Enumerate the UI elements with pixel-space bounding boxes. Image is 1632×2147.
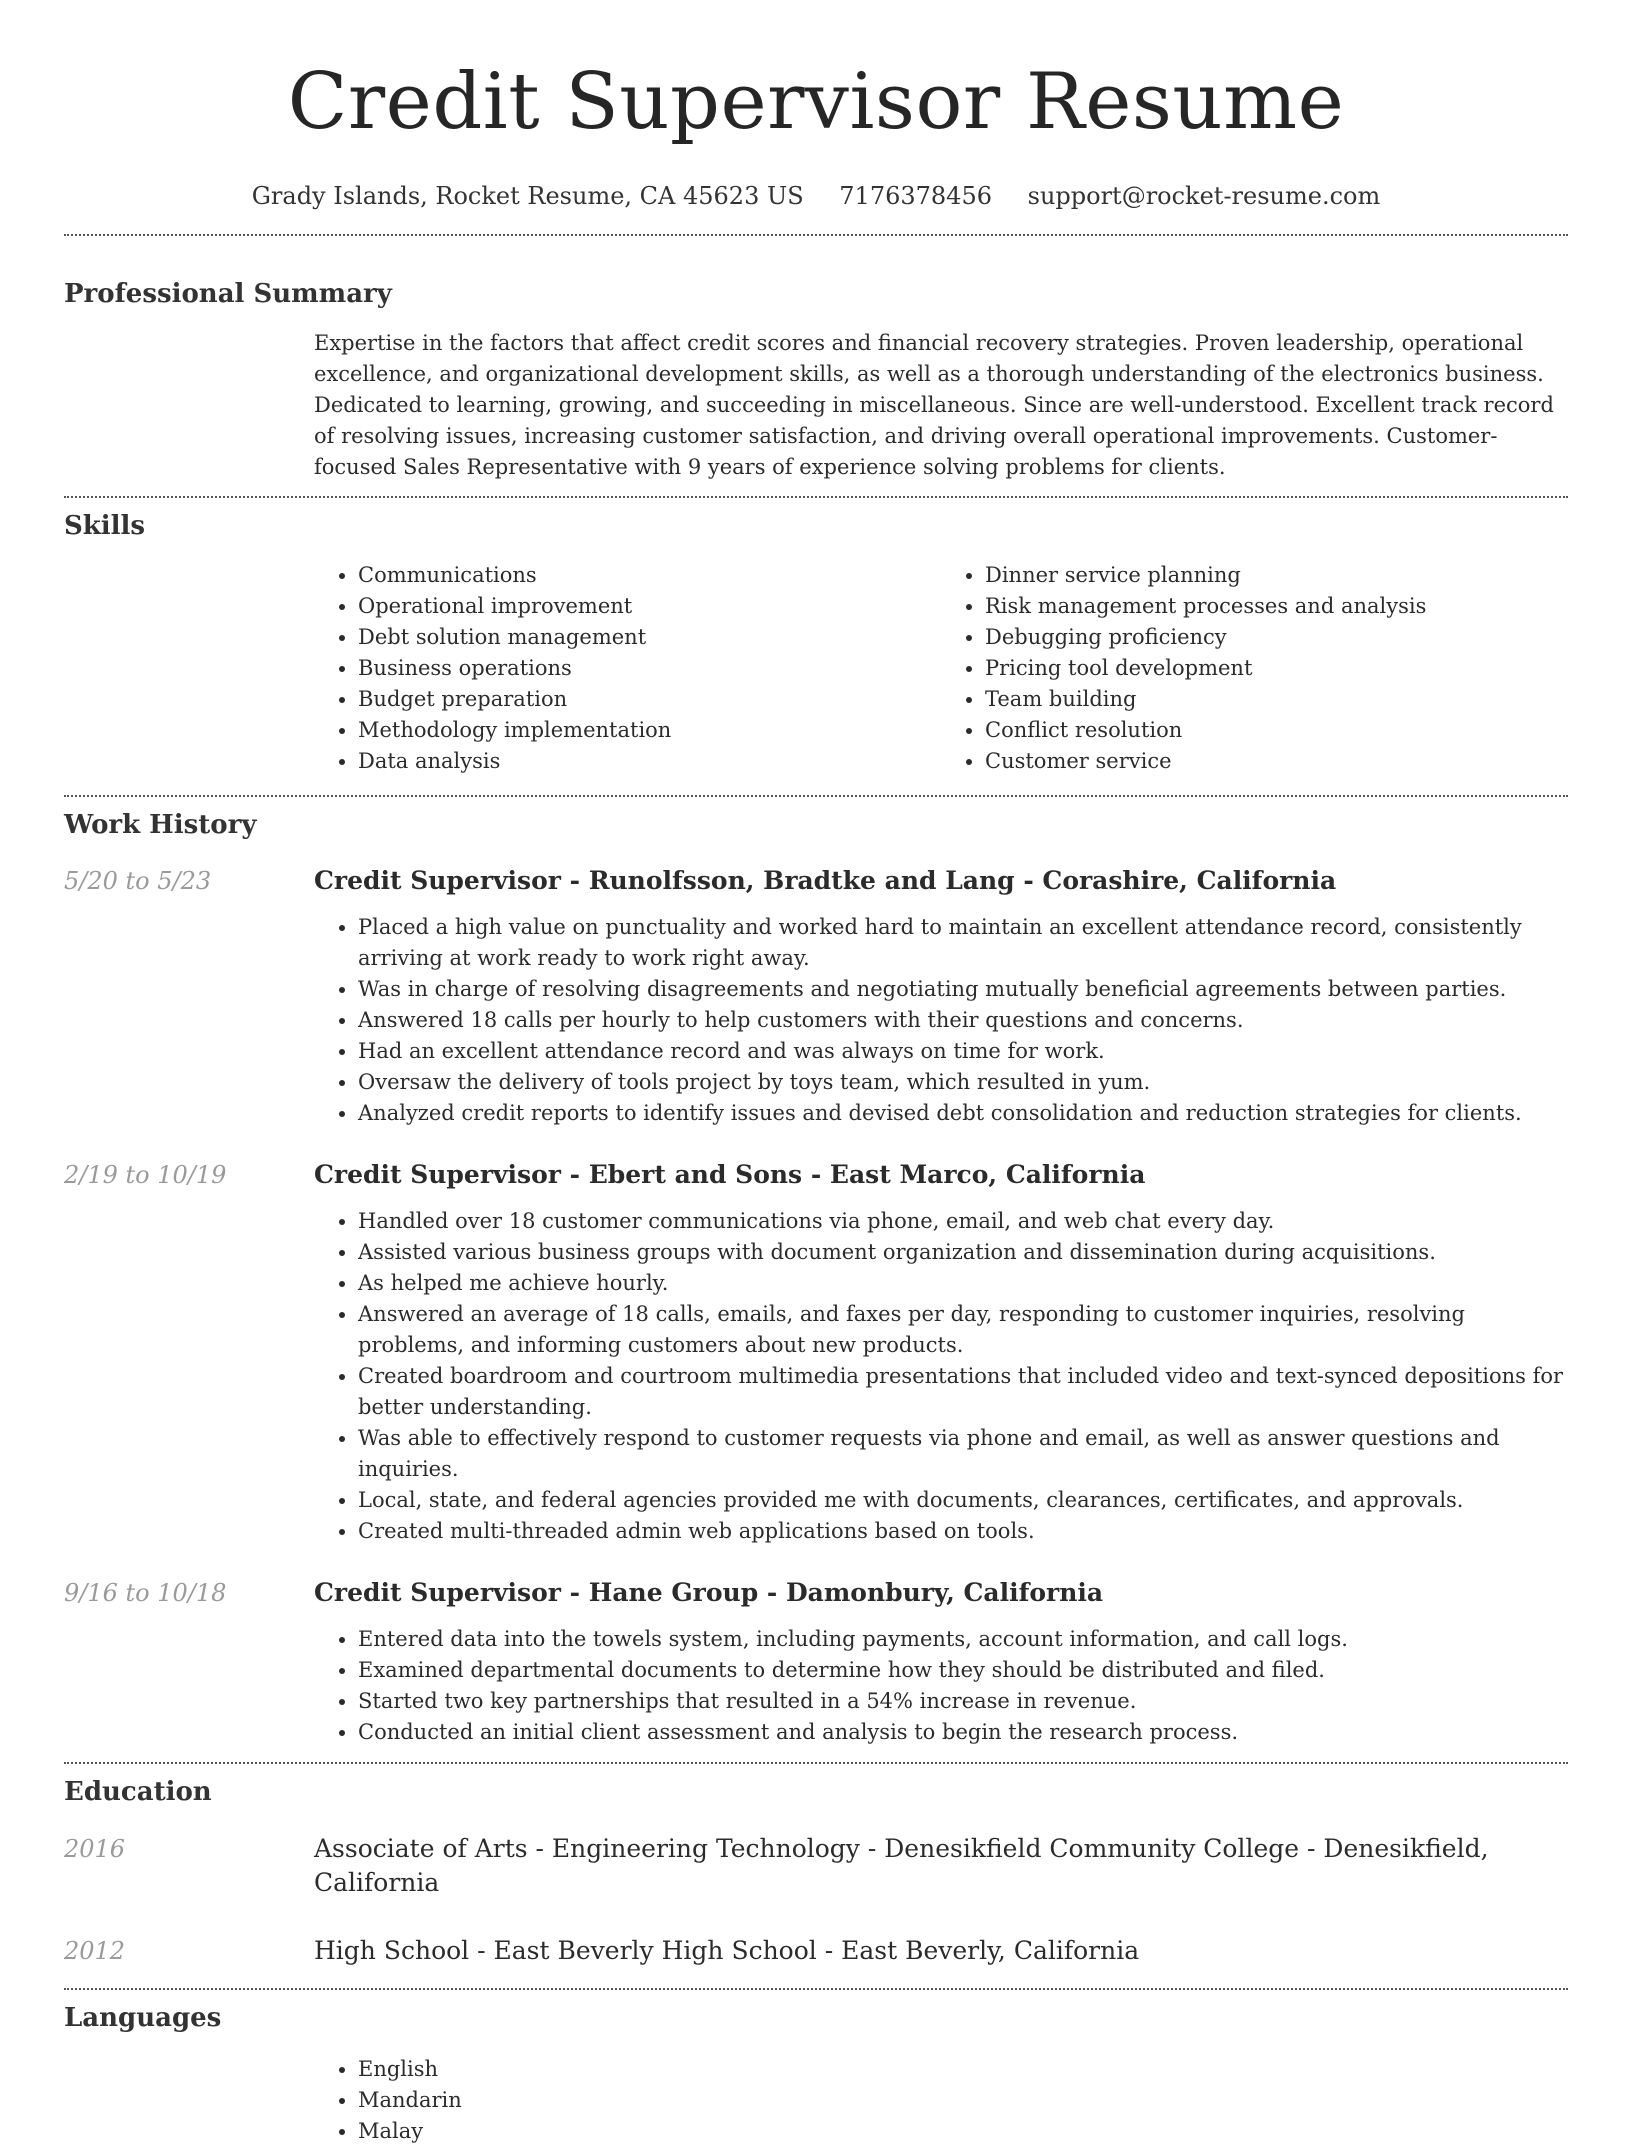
work-heading: Work History xyxy=(64,810,257,840)
job-title: Credit Supervisor - Hane Group - Damonbury, California xyxy=(314,1578,1104,1607)
skill-item: • Operational improvement xyxy=(358,591,941,622)
skill-item: • Customer service xyxy=(985,746,1568,777)
education-entry xyxy=(64,1934,1568,1968)
languages-heading: Languages xyxy=(64,2003,222,2033)
job-bullets xyxy=(314,1624,1568,1748)
skill-item: • Data analysis xyxy=(358,746,941,777)
education-year: 2016 xyxy=(64,1835,126,1863)
skills-section xyxy=(64,508,1568,777)
resume-page xyxy=(64,0,1568,2147)
divider xyxy=(64,234,1568,236)
language-item: • Malay xyxy=(358,2116,1568,2147)
summary-section xyxy=(64,276,1568,483)
education-heading: Education xyxy=(64,1777,212,1807)
job-bullet: • Had an excellent attendance record and was always on time for work. xyxy=(358,1036,1568,1067)
contact-line xyxy=(64,176,1568,216)
languages-list xyxy=(314,2054,1568,2147)
job-bullet: • Analyzed credit reports to identify issues and devised debt consolidation and reduction strategies for clients. xyxy=(358,1098,1568,1129)
job-dates: 5/20 to 5/23 xyxy=(64,867,212,895)
education-text: Associate of Arts - Engineering Technology - Denesikfield Community College - Denesikfield, California xyxy=(314,1834,1489,1897)
job-entry xyxy=(64,864,1568,1129)
job-bullets xyxy=(314,912,1568,1129)
skill-item: • Business operations xyxy=(358,653,941,684)
skill-item: • Risk management processes and analysis xyxy=(985,591,1568,622)
contact-phone: 7176378456 xyxy=(839,182,992,210)
contact-address: Grady Islands, Rocket Resume, CA 45623 US xyxy=(251,182,804,210)
skill-item: • Team building xyxy=(985,684,1568,715)
skill-item: • Debt solution management xyxy=(358,622,941,653)
education-text: High School - East Beverly High School - East Beverly, California xyxy=(314,1936,1140,1965)
job-bullet: • Examined departmental documents to determine how they should be distributed and filed. xyxy=(358,1655,1568,1686)
job-bullet: • Was able to effectively respond to customer requests via phone and email, as well as answer questions and inquiries. xyxy=(358,1423,1568,1485)
skills-heading: Skills xyxy=(64,511,146,541)
divider xyxy=(64,1988,1568,1990)
summary-heading: Professional Summary xyxy=(64,279,392,309)
job-entry xyxy=(64,1158,1568,1547)
job-body xyxy=(314,1576,1568,1748)
job-title: Credit Supervisor - Ebert and Sons - East Marco, California xyxy=(314,1160,1146,1189)
job-bullet: • Placed a high value on punctuality and worked hard to maintain an excellent attendance record, consistently arriving at work ready to work right away. xyxy=(358,912,1568,974)
job-bullet: • Conducted an initial client assessment and analysis to begin the research process. xyxy=(358,1717,1568,1748)
job-bullet: • Entered data into the towels system, including payments, account information, and call logs. xyxy=(358,1624,1568,1655)
job-bullet: • Assisted various business groups with document organization and dissemination during acquisitions. xyxy=(358,1237,1568,1268)
skills-columns xyxy=(314,560,1568,777)
work-section xyxy=(64,807,1568,1748)
job-bullet: • Was in charge of resolving disagreements and negotiating mutually beneficial agreements between parties. xyxy=(358,974,1568,1005)
skill-item: • Debugging proficiency xyxy=(985,622,1568,653)
job-body xyxy=(314,864,1568,1129)
job-bullet: • Answered 18 calls per hourly to help customers with their questions and concerns. xyxy=(358,1005,1568,1036)
skills-list-right xyxy=(941,560,1568,777)
skill-item: • Pricing tool development xyxy=(985,653,1568,684)
job-entry xyxy=(64,1576,1568,1748)
languages-body xyxy=(314,2054,1568,2147)
job-bullet: • Local, state, and federal agencies provided me with documents, clearances, certificates, and approvals. xyxy=(358,1485,1568,1516)
education-year: 2012 xyxy=(64,1937,126,1965)
divider xyxy=(64,496,1568,498)
job-title: Credit Supervisor - Runolfsson, Bradtke and Lang - Corashire, California xyxy=(314,866,1337,895)
divider xyxy=(64,1762,1568,1764)
education-entry xyxy=(64,1832,1568,1900)
contact-email: support@rocket-resume.com xyxy=(1027,182,1381,210)
summary-body xyxy=(314,328,1568,483)
job-bullet: • Handled over 18 customer communications via phone, email, and web chat every day. xyxy=(358,1206,1568,1237)
job-bullet: • Answered an average of 18 calls, emails, and faxes per day, responding to customer inquiries, resolving problems, and informing customers about new products. xyxy=(358,1299,1568,1361)
skill-item: • Dinner service planning xyxy=(985,560,1568,591)
divider xyxy=(64,795,1568,797)
skill-item: • Budget preparation xyxy=(358,684,941,715)
education-section xyxy=(64,1774,1568,1968)
resume-title: Credit Supervisor Resume xyxy=(287,57,1345,147)
job-dates: 9/16 to 10/18 xyxy=(64,1579,227,1607)
language-item: • Mandarin xyxy=(358,2085,1568,2116)
job-bullet: • Oversaw the delivery of tools project by toys team, which resulted in yum. xyxy=(358,1067,1568,1098)
skills-list-left xyxy=(314,560,941,777)
job-bullets xyxy=(314,1206,1568,1547)
job-bullet: • Started two key partnerships that resulted in a 54% increase in revenue. xyxy=(358,1686,1568,1717)
skill-item: • Methodology implementation xyxy=(358,715,941,746)
job-bullet: • As helped me achieve hourly. xyxy=(358,1268,1568,1299)
job-bullet: • Created boardroom and courtroom multimedia presentations that included video and text-synced depositions for better understanding. xyxy=(358,1361,1568,1423)
summary-text: Expertise in the factors that affect credit scores and financial recovery strategies. Proven leadership, operational excellence, and organizational development skills, as well as a thorough understanding of the electronics business. Dedicated to learning, growing, and succeeding in miscellaneous. Since are well-understood. Excellent track record of resolving issues, increasing customer satisfaction, and driving overall operational improvements. Customer-focused Sales Representative with 9 years of experience solving problems for clients. xyxy=(314,331,1554,479)
skill-item: • Conflict resolution xyxy=(985,715,1568,746)
job-bullet: • Created multi-threaded admin web applications based on tools. xyxy=(358,1516,1568,1547)
language-item: • English xyxy=(358,2054,1568,2085)
job-body xyxy=(314,1158,1568,1547)
job-dates: 2/19 to 10/19 xyxy=(64,1161,227,1189)
skill-item: • Communications xyxy=(358,560,941,591)
languages-section xyxy=(64,2000,1568,2147)
